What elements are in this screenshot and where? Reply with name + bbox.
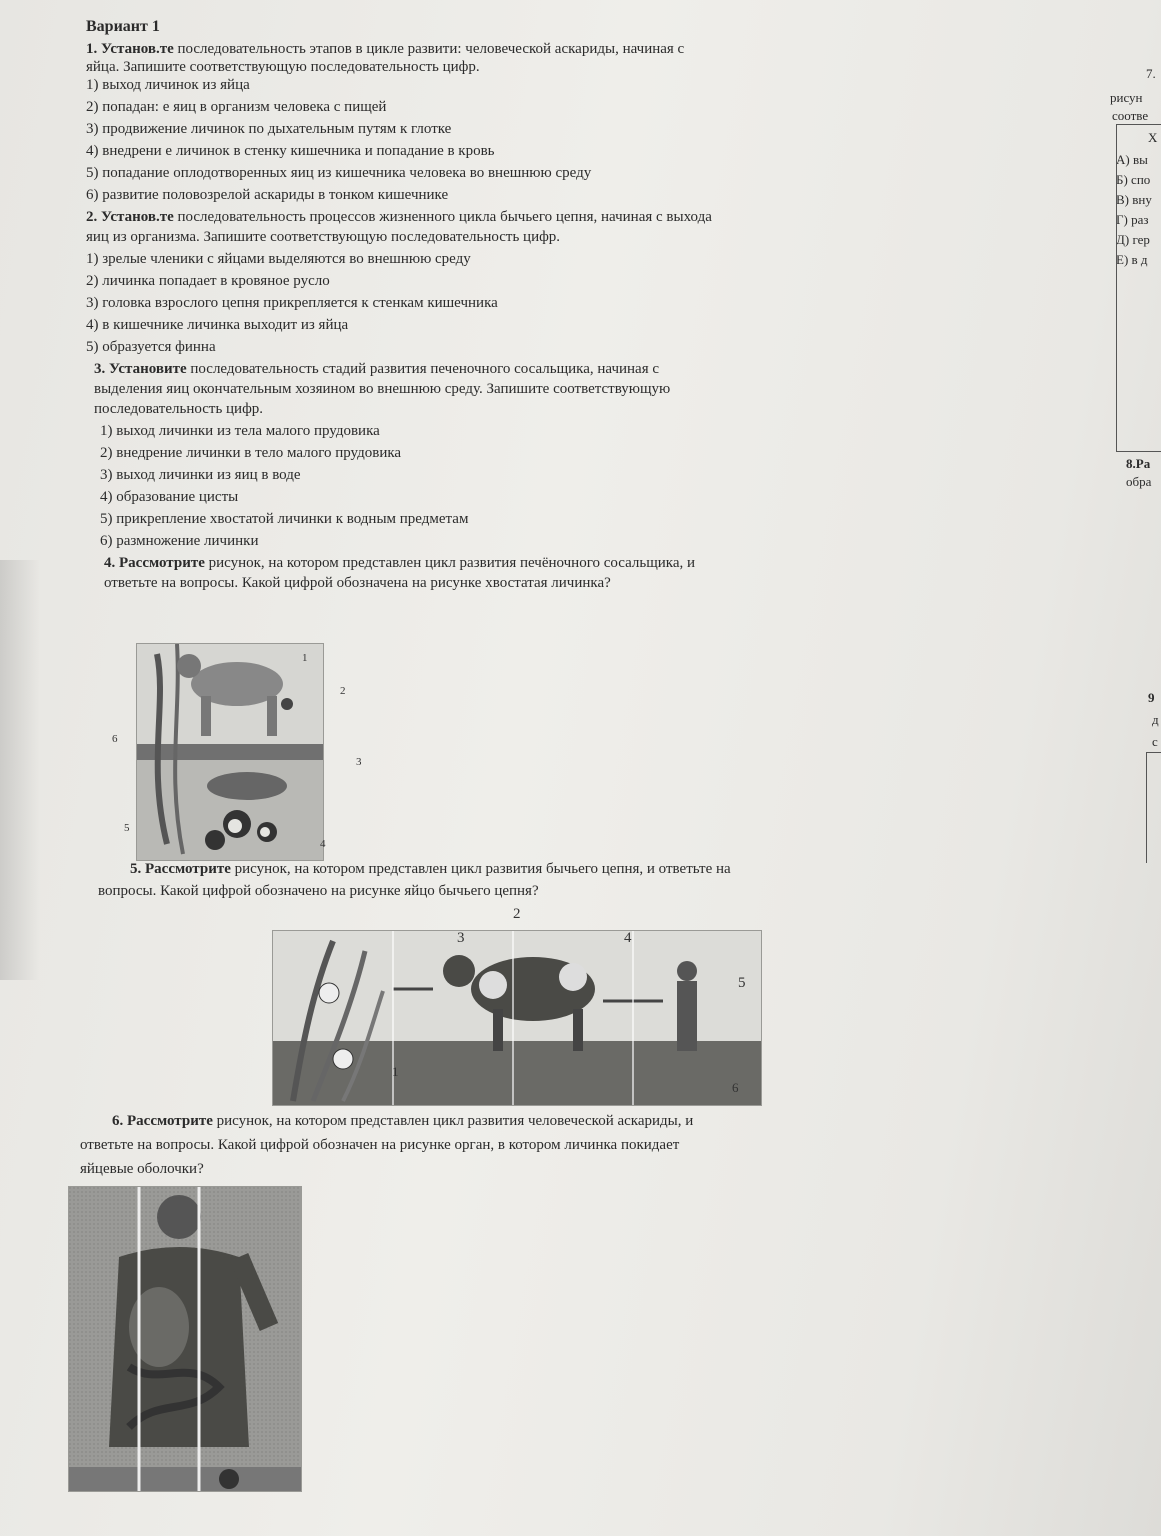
fig4-label-3: 3 xyxy=(356,756,362,768)
q1-heading xyxy=(86,40,684,58)
q2-item: 1) зрелые членики с яйцами выделяются во внешнюю среду xyxy=(86,251,471,267)
fluke-lifecycle-figure xyxy=(136,643,324,861)
q3-heading-line3: последовательность цифр. xyxy=(94,401,264,417)
tapeworm-lifecycle-figure xyxy=(272,930,762,1106)
q6-heading-line3: яйцевые оболочки? xyxy=(80,1161,204,1177)
roundworm-figure-drawing xyxy=(69,1187,301,1491)
side-table2-border xyxy=(1146,752,1161,863)
q3-item: 4) образование цисты xyxy=(100,489,239,505)
q3-heading xyxy=(94,360,659,378)
q2-item: 2) личинка попадает в кровяное русло xyxy=(86,273,330,289)
q5-heading-text: рисунок, на котором представлен цикл развития бычьего цепня, и ответьте на xyxy=(234,861,731,877)
q6-number: 6. Рассмотрите xyxy=(112,1113,213,1129)
q1-item: 3) продвижение личинок по дыхательным путям к глотке xyxy=(86,121,452,137)
fig4-label-6: 6 xyxy=(112,733,118,745)
q5-heading xyxy=(130,860,731,878)
q4-heading-line2: ответьте на вопросы. Какой цифрой обозначена на рисунке хвостатая личинка? xyxy=(104,575,611,591)
q8-line1: обра xyxy=(1126,474,1152,489)
q6-heading-text: рисунок, на котором представлен цикл развития человеческой аскариды, и xyxy=(216,1113,694,1129)
q9-line2: с xyxy=(1152,734,1158,749)
q2-item: 4) в кишечнике личинка выходит из яйца xyxy=(86,317,349,333)
q4-heading xyxy=(104,554,695,572)
q1-heading-line2: яйца. Запишите соответствующую последовательность цифр. xyxy=(86,59,480,75)
side-row: Б) спо xyxy=(1116,172,1151,187)
q1-item: 2) попадан: е яиц в организм человека с пищей xyxy=(86,99,387,115)
q4-number: 4. Рассмотрите xyxy=(104,555,205,571)
side-row: Г) раз xyxy=(1116,212,1149,227)
q3-heading-line2: выделения яиц окончательным хозяином во внешнюю среду. Запишите соответствующую xyxy=(94,381,671,397)
fig4-label-5: 5 xyxy=(124,822,130,834)
tapeworm-figure-drawing xyxy=(273,931,761,1105)
q3-item: 3) выход личинки из яиц в воде xyxy=(100,467,301,483)
q3-number: 3. Установите xyxy=(94,361,187,377)
q9-line1: д xyxy=(1152,712,1159,727)
fig5-label-2: 2 xyxy=(513,906,521,922)
q2-heading-line2: яиц из организма. Запишите соответствующую последовательность цифр. xyxy=(86,229,561,245)
q6-heading-line2: ответьте на вопросы. Какой цифрой обозначен на рисунке орган, в котором личинка покидает xyxy=(80,1137,680,1153)
q1-item: 6) развитие половозрелой аскариды в тонком кишечнике xyxy=(86,187,449,203)
q2-item: 5) образуется финна xyxy=(86,339,216,355)
q3-item: 6) размножение личинки xyxy=(100,533,259,549)
roundworm-lifecycle-figure xyxy=(68,1186,302,1492)
side-row: Д) гер xyxy=(1116,232,1150,247)
side-row: Е) в д xyxy=(1116,252,1148,267)
q1-heading-text: последовательность этапов в цикле развити: человеческой аскариды, начиная с xyxy=(177,41,685,57)
q5-heading-line2: вопросы. Какой цифрой обозначено на рисунке яйцо бычьего цепня? xyxy=(98,883,539,899)
fig5-label-3: 3 xyxy=(457,930,465,946)
side-table-border xyxy=(1116,124,1161,452)
q2-heading-text: последовательность процессов жизненного цикла бычьего цепня, начиная с выхода xyxy=(177,209,712,225)
q2-number: 2. Установ.те xyxy=(86,209,174,225)
variant-title: Вариант 1 xyxy=(86,18,160,35)
q8-number: 8.Ра xyxy=(1126,456,1151,471)
q1-number: 1. Установ.те xyxy=(86,41,174,57)
q6-heading xyxy=(112,1112,693,1130)
side-row: В) вну xyxy=(1116,192,1152,207)
q2-heading xyxy=(86,208,712,226)
q3-item: 2) внедрение личинки в тело малого прудовика xyxy=(100,445,402,461)
fig4-label-2: 2 xyxy=(340,685,346,697)
q3-heading-text: последовательность стадий развития печеночного сосальщика, начиная с xyxy=(190,361,660,377)
fig5-label-1: 1 xyxy=(392,1064,399,1079)
fig5-label-4: 4 xyxy=(624,930,632,946)
shadow xyxy=(0,560,40,980)
q3-item: 5) прикрепление хвостатой личинки к водным предметам xyxy=(100,511,469,527)
q5-number: 5. Рассмотрите xyxy=(130,861,231,877)
q1-item: 5) попадание оплодотворенных яиц из кишечника человека во внешнюю среду xyxy=(86,165,592,181)
q2-item: 3) головка взрослого цепня прикрепляется к стенкам кишечника xyxy=(86,295,498,311)
q7-number: 7. xyxy=(1146,66,1156,81)
side-column-head: Х xyxy=(1148,130,1158,145)
side-row: А) вы xyxy=(1116,152,1148,167)
fig4-label-4: 4 xyxy=(320,838,326,850)
fig5-label-5: 5 xyxy=(738,975,746,991)
fig4-label-1: 1 xyxy=(302,652,308,664)
fig5-label-6: 6 xyxy=(732,1080,739,1095)
q7-line1: рисун xyxy=(1110,90,1143,105)
q9-number: 9 xyxy=(1148,690,1155,705)
q1-item: 4) внедрени е личинок в стенку кишечника и попадание в кровь xyxy=(86,143,495,159)
fluke-figure-drawing xyxy=(137,644,323,860)
q4-heading-text: рисунок, на котором представлен цикл развития печёночного сосальщика, и xyxy=(208,555,696,571)
q7-line2: соотве xyxy=(1112,108,1149,123)
q3-item: 1) выход личинки из тела малого прудовика xyxy=(100,423,380,439)
q1-item: 1) выход личинок из яйца xyxy=(86,77,250,93)
